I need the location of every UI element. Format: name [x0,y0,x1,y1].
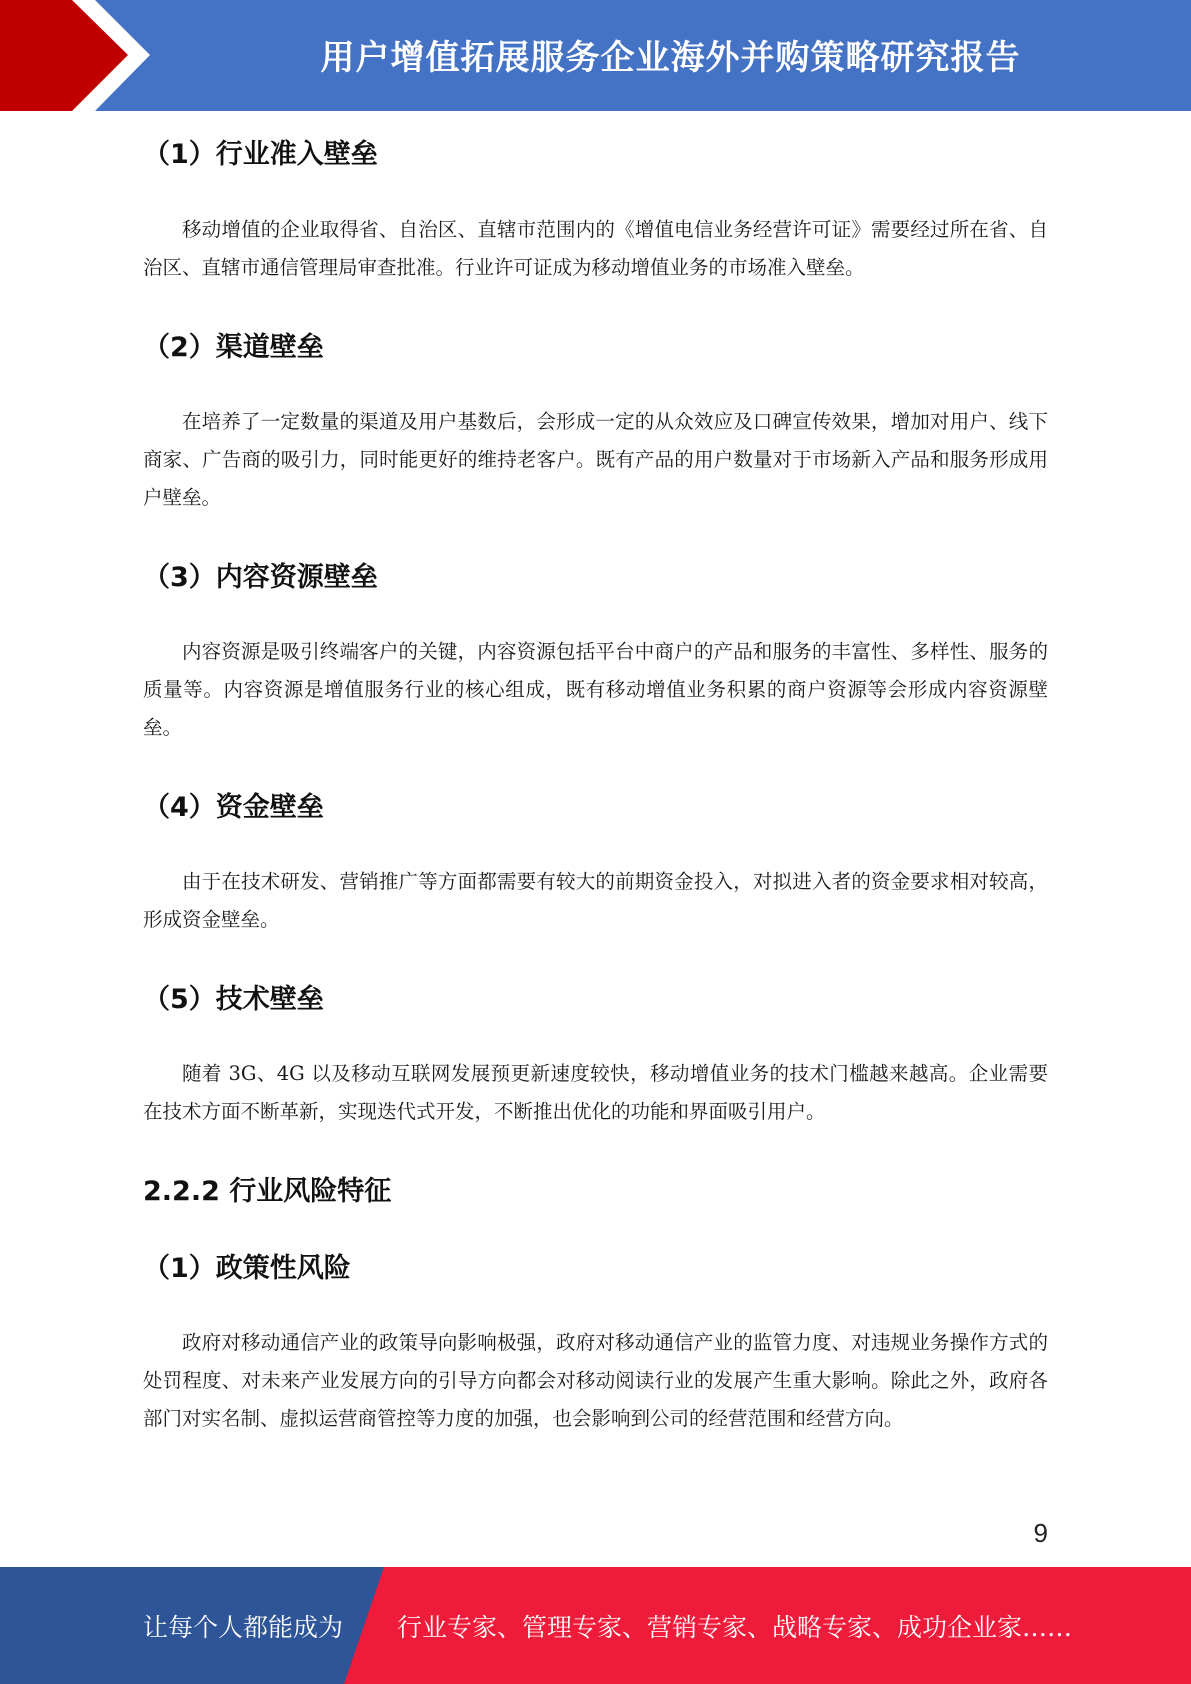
section-paragraph: 在培养了一定数量的渠道及用户基数后，会形成一定的从众效应及口碑宣传效果，增加对用户、线下商家、广告商的吸引力，同时能更好的维持老客户。既有产品的用户数量对于市场新入产品和服务形成用户壁垒。 [143,410,1048,509]
section-heading: （2）渠道壁垒 [143,332,324,363]
section-paragraph: 内容资源是吸引终端客户的关键，内容资源包括平台中商户的产品和服务的丰富性、多样性、服务的质量等。内容资源是增值服务行业的核心组成，既有移动增值业务积累的商户资源等会形成内容资源壁垒。 [143,640,1048,739]
page-header [0,0,1191,111]
section-paragraph: 随着 3G、4G 以及移动互联网发展预更新速度较快，移动增值业务的技术门槛越来越高。企业需要在技术方面不断革新，实现迭代式开发，不断推出优化的功能和界面吸引用户。 [143,1062,1048,1123]
footer-slogan-right: 行业专家、管理专家、营销专家、战略专家、成功企业家…… [397,1612,1073,1642]
section-paragraph: 由于在技术研发、营销推广等方面都需要有较大的前期资金投入，对拟进入者的资金要求相对较高，形成资金壁垒。 [143,870,1048,931]
section-paragraph: 政府对移动通信产业的政策导向影响极强，政府对移动通信产业的监管力度、对违规业务操作方式的处罚程度、对未来产业发展方向的引导方向都会对移动阅读行业的发展产生重大影响。除此之外，政府各部门对实名制、虚拟运营商管控等力度的加强，也会影响到公司的经营范围和经营方向。 [143,1331,1048,1430]
subsection-heading: 2.2.2 行业风险特征 [143,1176,392,1207]
section-heading: （1）行业准入壁垒 [143,139,378,170]
footer-slogan-left: 让每个人都能成为 [143,1612,344,1642]
page-footer [0,1567,1191,1684]
report-title: 用户增值拓展服务企业海外并购策略研究报告 [320,37,1021,78]
header-arrow-decoration [0,0,160,111]
page-number: 9 [1033,1518,1048,1548]
section-heading: （4）资金壁垒 [143,792,324,823]
section-heading: （3）内容资源壁垒 [143,562,378,593]
section-heading: （5）技术壁垒 [143,984,324,1015]
section-heading: （1）政策性风险 [143,1253,351,1284]
section-paragraph: 移动增值的企业取得省、自治区、直辖市范围内的《增值电信业务经营许可证》需要经过所在省、自治区、直辖市通信管理局审查批准。行业许可证成为移动增值业务的市场准入壁垒。 [143,218,1048,279]
